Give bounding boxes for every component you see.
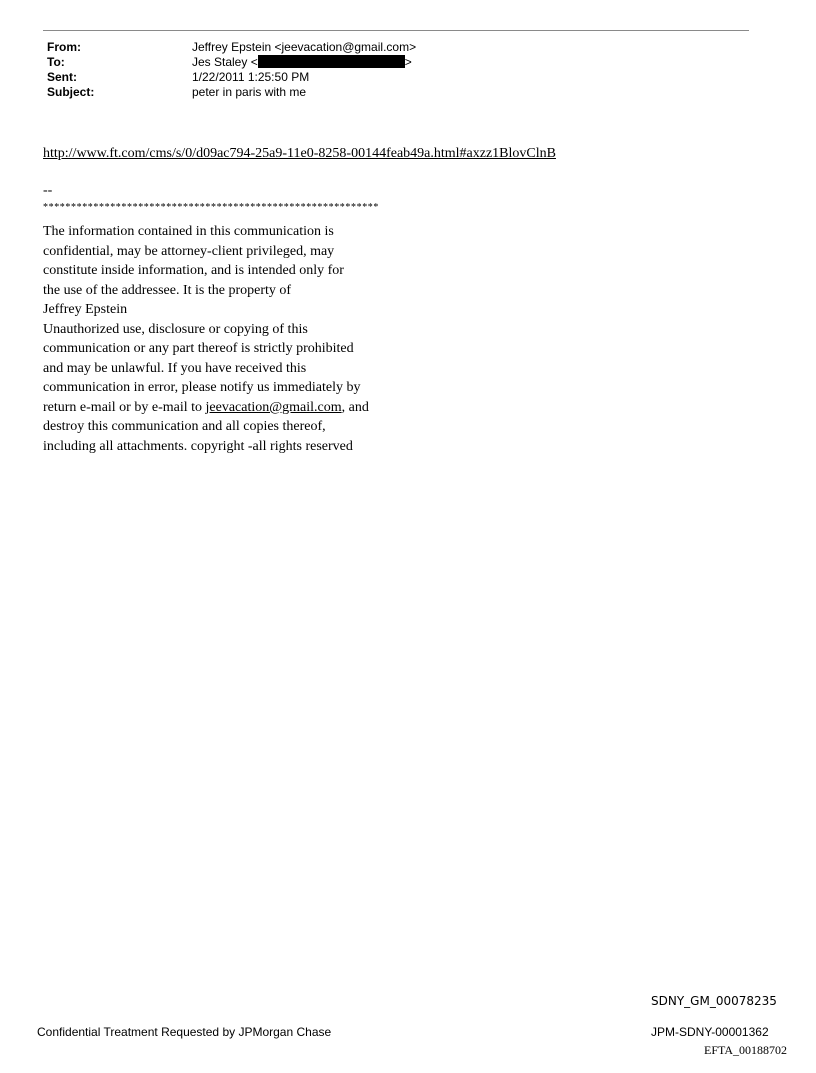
disclaimer-line: including all attachments. copyright -all rights reserved xyxy=(43,438,353,454)
disclaimer-line: communication in error, please notify us immediately by xyxy=(43,380,361,395)
signature-separator: -- xyxy=(43,183,53,198)
disclaimer-line: confidential, may be attorney-client privileged, may xyxy=(43,243,335,259)
confidentiality-disclaimer xyxy=(43,222,443,456)
article-link[interactable]: http://www.ft.com/cms/s/0/d09ac794-25a9-11e0-8258-00144feab49a.html#axzz1BlovClnB xyxy=(43,146,556,161)
bates-number-gm: SDNY_GM_00078235 xyxy=(651,994,777,1008)
disclaimer-line: communication or any part thereof is strictly prohibited xyxy=(43,341,354,356)
to-label: To: xyxy=(47,55,65,69)
disclaimer-email-suffix: , and xyxy=(341,399,369,415)
to-value xyxy=(192,55,412,70)
to-row xyxy=(47,55,416,70)
from-label: From: xyxy=(47,40,81,54)
disclaimer-email-line xyxy=(43,398,443,418)
disclaimer-line: and may be unlawful. If you have received this xyxy=(43,360,307,376)
redaction-box xyxy=(258,55,405,68)
to-value-prefix: Jes Staley < xyxy=(192,55,258,69)
disclaimer-line: Unauthorized use, disclosure or copying of this xyxy=(43,321,308,337)
subject-value: peter in paris with me xyxy=(192,85,307,99)
disclaimer-line: Jeffrey Epstein xyxy=(43,302,128,317)
bates-number-efta: EFTA_00188702 xyxy=(704,1043,788,1057)
disclaimer-email-prefix: return e-mail or by e-mail to xyxy=(43,399,206,415)
top-divider xyxy=(43,30,749,31)
bates-number-jpm: JPM-SDNY-00001362 xyxy=(651,1025,769,1039)
subject-row xyxy=(47,85,416,100)
asterisk-divider: ************************************************************ xyxy=(43,202,379,213)
sent-row xyxy=(47,70,416,85)
from-value: Jeffrey Epstein <jeevacation@gmail.com> xyxy=(192,40,417,54)
from-row xyxy=(47,40,416,55)
disclaimer-line: the use of the addressee. It is the property of xyxy=(43,282,292,298)
disclaimer-email-link[interactable]: jeevacation@gmail.com xyxy=(205,399,342,415)
sent-label: Sent: xyxy=(47,70,77,84)
disclaimer-line: The information contained in this communication is xyxy=(43,224,334,239)
confidential-footer: Confidential Treatment Requested by JPMorgan Chase xyxy=(37,1025,332,1039)
sent-value: 1/22/2011 1:25:50 PM xyxy=(192,70,310,84)
to-value-suffix: > xyxy=(404,55,412,69)
subject-label: Subject: xyxy=(47,85,95,99)
disclaimer-line: destroy this communication and all copies thereof, xyxy=(43,419,326,434)
email-header xyxy=(47,40,416,100)
disclaimer-line: constitute inside information, and is intended only for xyxy=(43,263,344,278)
